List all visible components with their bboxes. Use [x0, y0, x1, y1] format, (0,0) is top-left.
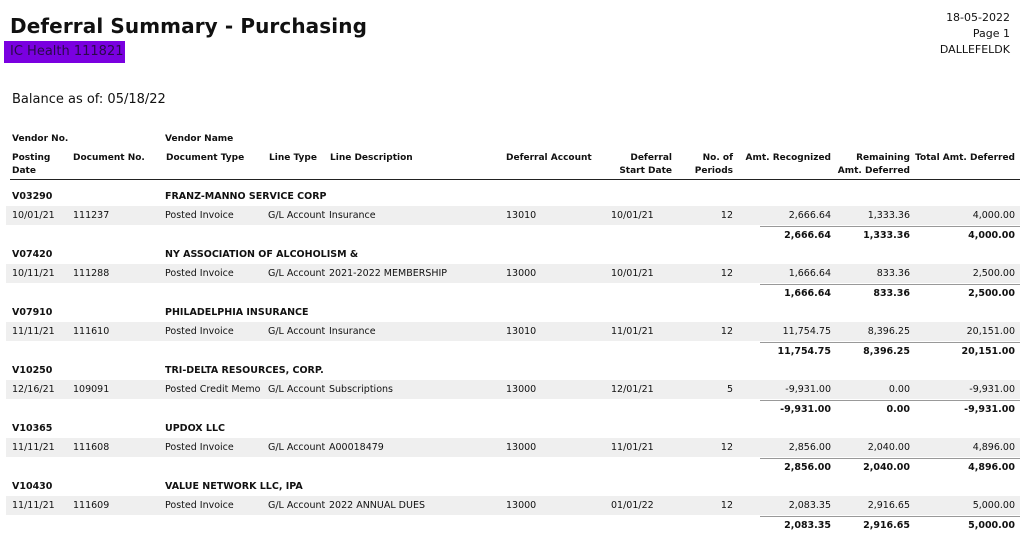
header-document-type: Document Type [166, 153, 245, 163]
cell-periods: 12 [720, 500, 733, 511]
vendor-total-row [0, 401, 1024, 419]
cell-posting-date: 11/11/21 [12, 500, 55, 511]
cell-document-type: Posted Invoice [165, 500, 234, 511]
cell-line-type: G/L Account [268, 442, 326, 453]
cell-deferral-account: 13000 [506, 500, 537, 511]
cell-document-type: Posted Credit Memo [165, 384, 261, 395]
header-posting-date-line1: Posting [12, 153, 51, 163]
cell-start-date: 11/01/21 [611, 442, 654, 453]
total-total: 4,000.00 [968, 230, 1015, 241]
vendor-no: V07420 [12, 249, 53, 260]
total-recognized: 2,856.00 [784, 462, 831, 473]
table-row [6, 206, 1020, 225]
cell-remaining: 2,040.00 [867, 442, 910, 453]
cell-recognized: 2,083.35 [788, 500, 831, 511]
cell-total: 5,000.00 [972, 500, 1015, 511]
cell-deferral-account: 13000 [506, 442, 537, 453]
header-vendor-name: Vendor Name [165, 134, 234, 144]
cell-deferral-account: 13000 [506, 384, 537, 395]
vendor-name: FRANZ-MANNO SERVICE CORP [165, 191, 327, 202]
total-recognized: 1,666.64 [784, 288, 831, 299]
cell-description: Subscriptions [329, 384, 393, 395]
total-remaining: 2,916.65 [863, 520, 910, 531]
vendor-row [0, 188, 1024, 206]
table-row [6, 496, 1020, 515]
cell-remaining: 0.00 [888, 384, 910, 395]
total-total: 20,151.00 [961, 346, 1015, 357]
cell-deferral-account: 13010 [506, 210, 537, 221]
cell-deferral-account: 13010 [506, 326, 537, 337]
cell-document-type: Posted Invoice [165, 210, 234, 221]
cell-line-type: G/L Account [268, 384, 326, 395]
report-meta [940, 10, 1010, 58]
header-posting-date [12, 152, 50, 178]
header-vendor-no: Vendor No. [12, 134, 69, 144]
page-number: Page 1 [972, 27, 1010, 40]
vendor-total-row [0, 227, 1024, 245]
cell-start-date: 01/01/22 [611, 500, 654, 511]
cell-document-type: Posted Invoice [165, 268, 234, 279]
total-recognized: 11,754.75 [777, 346, 831, 357]
header-amt-recognized: Amt. Recognized [745, 153, 831, 163]
cell-posting-date: 11/11/21 [12, 326, 55, 337]
cell-document-no: 111237 [73, 210, 110, 221]
cell-document-no: 111608 [73, 442, 110, 453]
header-deferral-start-line2: Start Date [619, 166, 672, 176]
vendor-no: V03290 [12, 191, 53, 202]
cell-periods: 12 [720, 268, 733, 279]
vendor-total-row [0, 285, 1024, 303]
vendor-no: V10365 [12, 423, 53, 434]
cell-description: Insurance [329, 326, 376, 337]
cell-posting-date: 11/11/21 [12, 442, 55, 453]
cell-total: 4,896.00 [972, 442, 1015, 453]
vendor-name: PHILADELPHIA INSURANCE [165, 307, 309, 318]
header-periods-line2: Periods [694, 166, 733, 176]
total-remaining: 2,040.00 [863, 462, 910, 473]
total-total: -9,931.00 [964, 404, 1015, 415]
cell-total: 2,500.00 [972, 268, 1015, 279]
cell-recognized: 11,754.75 [782, 326, 831, 337]
table-row [6, 438, 1020, 457]
header-remaining-line1: Remaining [856, 153, 910, 163]
company-name: IC Health 111821 [4, 41, 125, 63]
header-posting-date-line2: Date [12, 166, 36, 176]
total-total: 4,896.00 [968, 462, 1015, 473]
header-remaining-line2: Amt. Deferred [837, 166, 910, 176]
total-total: 5,000.00 [968, 520, 1015, 531]
cell-line-type: G/L Account [268, 268, 326, 279]
cell-remaining: 833.36 [876, 268, 910, 279]
total-total: 2,500.00 [968, 288, 1015, 299]
header-document-no: Document No. [73, 153, 145, 163]
table-row [6, 264, 1020, 283]
cell-start-date: 11/01/21 [611, 326, 654, 337]
cell-deferral-account: 13000 [506, 268, 537, 279]
cell-line-type: G/L Account [268, 210, 326, 221]
cell-total: -9,931.00 [969, 384, 1015, 395]
total-recognized: 2,666.64 [784, 230, 831, 241]
vendor-row [0, 304, 1024, 322]
cell-periods: 12 [720, 442, 733, 453]
vendor-no: V10430 [12, 481, 53, 492]
total-remaining: 1,333.36 [863, 230, 910, 241]
cell-document-no: 109091 [73, 384, 110, 395]
cell-line-type: G/L Account [268, 326, 326, 337]
total-remaining: 833.36 [873, 288, 910, 299]
header-line-type: Line Type [269, 153, 317, 163]
vendor-total-row [0, 343, 1024, 361]
vendor-row [0, 362, 1024, 380]
cell-periods: 12 [720, 326, 733, 337]
total-recognized: -9,931.00 [780, 404, 831, 415]
cell-total: 20,151.00 [966, 326, 1015, 337]
report-date: 18-05-2022 [946, 11, 1010, 24]
vendor-no: V07910 [12, 307, 53, 318]
balance-as-of: Balance as of: 05/18/22 [12, 92, 166, 107]
header-deferral-start-line1: Deferral [630, 153, 672, 163]
header-no-of-periods [695, 152, 733, 178]
cell-remaining: 2,916.65 [867, 500, 910, 511]
cell-document-type: Posted Invoice [165, 326, 234, 337]
total-remaining: 0.00 [886, 404, 910, 415]
vendor-total-row [0, 459, 1024, 477]
vendor-name: VALUE NETWORK LLC, IPA [165, 481, 303, 492]
cell-start-date: 10/01/21 [611, 210, 654, 221]
cell-description: 2021-2022 MEMBERSHIP [329, 268, 448, 279]
cell-total: 4,000.00 [972, 210, 1015, 221]
header-remaining-deferred [838, 152, 910, 178]
cell-recognized: 1,666.64 [788, 268, 831, 279]
cell-start-date: 12/01/21 [611, 384, 654, 395]
cell-periods: 5 [726, 384, 733, 395]
vendor-no: V10250 [12, 365, 53, 376]
cell-recognized: 2,856.00 [788, 442, 831, 453]
vendor-name: UPDOX LLC [165, 423, 226, 434]
header-deferral-start-date [619, 152, 672, 178]
header-deferral-account: Deferral Account [506, 153, 592, 163]
cell-posting-date: 10/11/21 [12, 268, 55, 279]
cell-line-type: G/L Account [268, 500, 326, 511]
cell-remaining: 1,333.36 [867, 210, 910, 221]
vendor-row [0, 246, 1024, 264]
vendor-row [0, 420, 1024, 438]
cell-periods: 12 [720, 210, 733, 221]
cell-description: Insurance [329, 210, 376, 221]
vendor-name: TRI-DELTA RESOURCES, CORP. [165, 365, 324, 376]
cell-recognized: 2,666.64 [788, 210, 831, 221]
header-total-deferred: Total Amt. Deferred [915, 153, 1015, 163]
cell-start-date: 10/01/21 [611, 268, 654, 279]
user-id: DALLEFELDK [939, 43, 1010, 56]
vendor-row [0, 478, 1024, 496]
header-line-description: Line Description [330, 153, 413, 163]
cell-posting-date: 12/16/21 [12, 384, 55, 395]
cell-document-no: 111609 [73, 500, 110, 511]
vendor-name: NY ASSOCIATION OF ALCOHOLISM & [165, 249, 359, 260]
cell-remaining: 8,396.25 [867, 326, 910, 337]
total-remaining: 8,396.25 [863, 346, 910, 357]
header-periods-line1: No. of [702, 153, 733, 163]
table-row [6, 380, 1020, 399]
table-row [6, 322, 1020, 341]
cell-description: A00018479 [329, 442, 384, 453]
cell-posting-date: 10/01/21 [12, 210, 55, 221]
cell-description: 2022 ANNUAL DUES [329, 500, 425, 511]
vendor-total-row [0, 517, 1024, 535]
header-divider [10, 179, 1020, 180]
cell-document-type: Posted Invoice [165, 442, 234, 453]
report-title: Deferral Summary - Purchasing [10, 14, 367, 38]
cell-recognized: -9,931.00 [785, 384, 831, 395]
cell-document-no: 111288 [73, 268, 110, 279]
cell-document-no: 111610 [73, 326, 110, 337]
total-recognized: 2,083.35 [784, 520, 831, 531]
